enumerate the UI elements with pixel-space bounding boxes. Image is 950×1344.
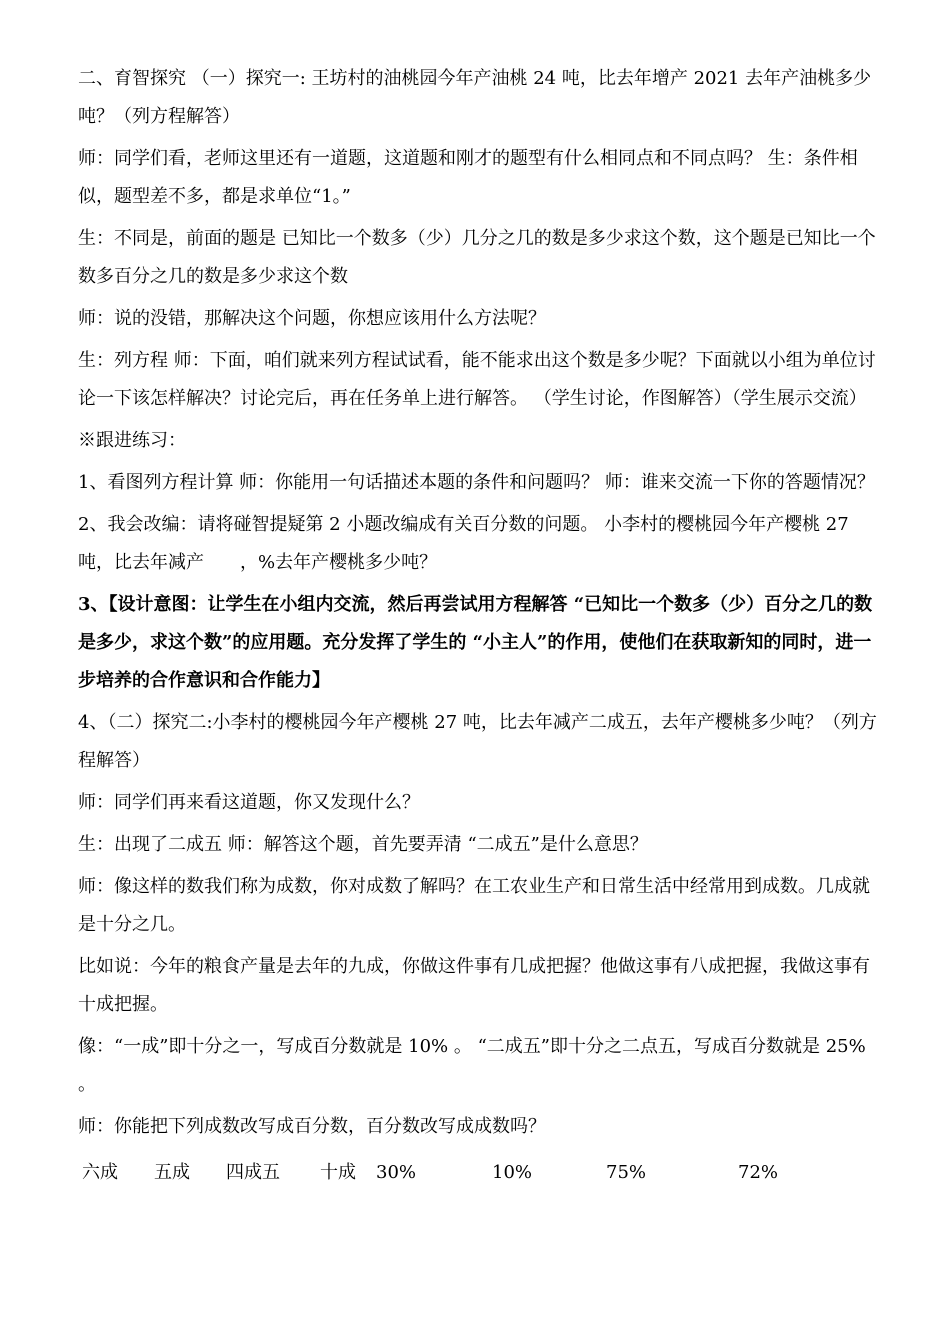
dialogue-student-equation: 生：列方程 师：下面，咱们就来列方程试试看，能不能求出这个数是多少呢？下面就以小组为单位讨论一下该怎样解决？讨论完后，再在任务单上进行解答。 （学生讨论，作图解答）（学生展示交流）: [78, 350, 876, 409]
section-heading-exploration-one: 二、育智探究 （一）探究一: 王坊村的油桃园今年产油桃 24 吨，比去年增产 2021 去年产油桃多少吨？（列方程解答）: [78, 68, 872, 127]
example-percent-conversion: 像：“一成”即十分之一，写成百分数就是 10% 。 “二成五”即十分之二点五，写成百分数就是 25% 。: [78, 1036, 866, 1095]
dialogue-student-difference: 生：不同是，前面的题是 已知比一个数多（少）几分之几的数是多少求这个数，这个题是已知比一个数多百分之几的数是多少求这个数: [78, 228, 876, 287]
practice-item-1: 1、看图列方程计算 师：你能用一句话描述本题的条件和问题吗？ 师：谁来交流一下你的答题情况？: [78, 472, 875, 493]
dialogue-teacher-compare: 师：同学们看，老师这里还有一道题，这道题和刚才的题型有什么相同点和不同点吗？ 生：条件相似，题型差不多，都是求单位“1。”: [78, 148, 858, 207]
example-grain-yield: 比如说：今年的粮食产量是去年的九成，你做这件事有几成把握？他做这事有八成把握，我做这事有十成把握。: [78, 956, 870, 1015]
practice-item-3-design-intent: 3、【设计意图：让学生在小组内交流，然后再尝试用方程解答 “已知比一个数多（少）百分之几的数是多少，求这个数”的应用题。充分发挥了学生的 “小主人”的作用，使他们在获取新知的同时，进一步培养的合作意识和合作能力】: [78, 594, 873, 691]
conversion-items-row: [78, 1154, 886, 1192]
dialogue-student-ercheng-wu: 生：出现了二成五 师：解答这个题，首先要弄清 “二成五”是什么意思？: [78, 834, 648, 855]
practice-heading: ※跟进练习：: [78, 430, 186, 451]
dialogue-teacher-convert-question: 师：你能把下列成数改写成百分数，百分数改写成成数吗？: [78, 1116, 546, 1137]
conversion-item: 10%: [492, 1162, 533, 1183]
conversion-item: 五成: [154, 1162, 190, 1183]
document-body: [78, 60, 886, 1192]
dialogue-teacher-method: 师：说的没错，那解决这个问题，你想应该用什么方法呢？: [78, 308, 546, 329]
conversion-item: 72%: [738, 1162, 779, 1183]
conversion-item: 六成: [82, 1162, 118, 1183]
practice-item-4-exploration-two: 4、（二）探究二:小李村的樱桃园今年产樱桃 27 吨，比去年减产二成五，去年产樱桃多少吨？（列方程解答）: [78, 712, 877, 771]
dialogue-teacher-discover: 师：同学们再来看这道题，你又发现什么？: [78, 792, 420, 813]
conversion-item: 十成: [320, 1162, 356, 1183]
practice-item-2: 2、我会改编：请将碰智提疑第 2 小题改编成有关百分数的问题。 小李村的樱桃园今年产樱桃 27 吨，比去年减产 ，%去年产樱桃多少吨？: [78, 514, 849, 573]
dialogue-teacher-chengshu: 师：像这样的数我们称为成数，你对成数了解吗？在工农业生产和日常生活中经常用到成数。几成就是十分之几。: [78, 876, 870, 935]
conversion-item: 四成五: [226, 1162, 280, 1183]
conversion-item: 30%: [376, 1162, 417, 1183]
conversion-item: 75%: [606, 1162, 647, 1183]
